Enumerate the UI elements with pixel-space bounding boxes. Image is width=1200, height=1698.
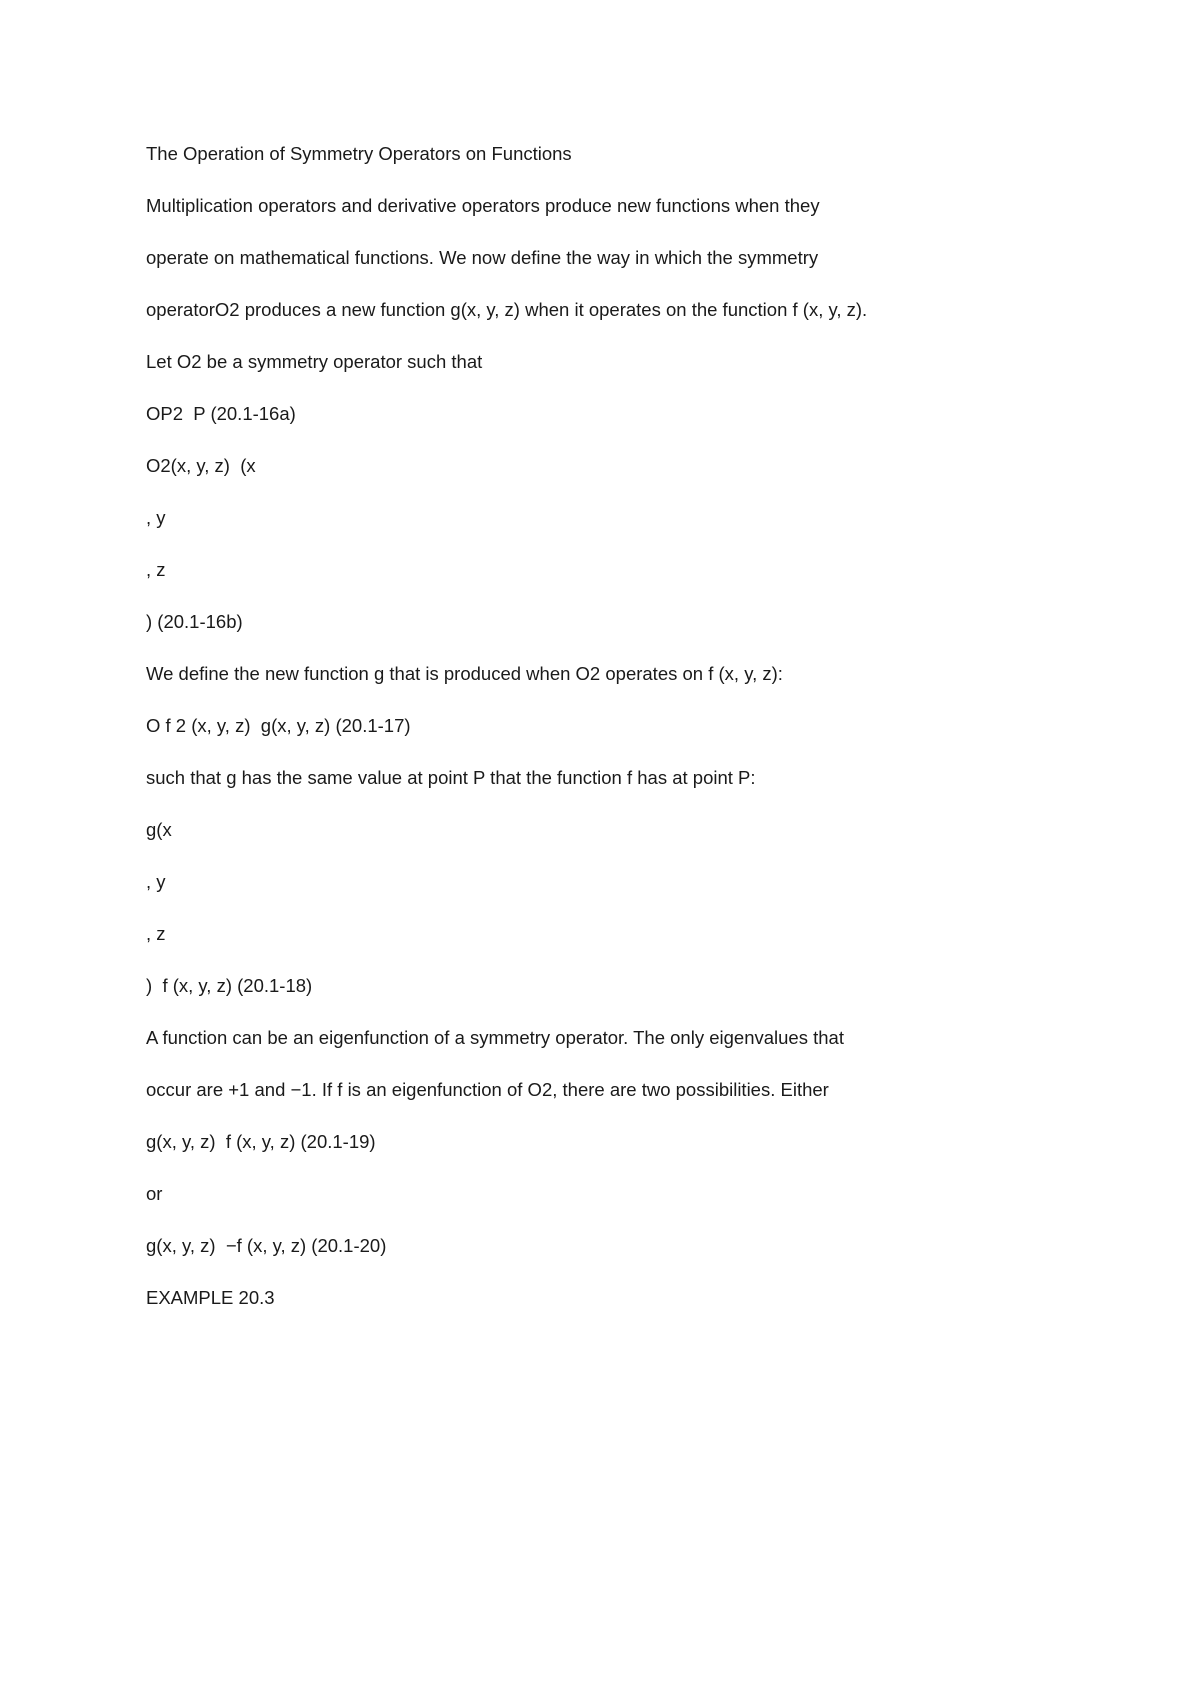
- paragraph-line: such that g has the same value at point P that the function f has at point P:: [146, 767, 756, 788]
- paragraph-line: A function can be an eigenfunction of a symmetry operator. The only eigenvalues that: [146, 1027, 844, 1048]
- paragraph-line: operate on mathematical functions. We now define the way in which the symmetry: [146, 247, 819, 268]
- equation-line: g(x, y, z) −f (x, y, z) (20.1-20): [146, 1235, 387, 1256]
- paragraph-line: operatorO2 produces a new function g(x, y, z) when it operates on the function f (x, y, z).: [146, 299, 868, 320]
- equation-line: , y: [146, 507, 166, 528]
- paragraph-line: or: [146, 1183, 163, 1204]
- paragraph-line: We define the new function g that is produced when O2 operates on f (x, y, z):: [146, 663, 783, 684]
- equation-line: , y: [146, 871, 166, 892]
- equation-line: g(x: [146, 819, 172, 840]
- equation-line: ) (20.1-16b): [146, 611, 243, 632]
- paragraph-line: Multiplication operators and derivative operators produce new functions when they: [146, 195, 820, 216]
- equation-line: OP2 P (20.1-16a): [146, 403, 296, 424]
- equation-line: , z: [146, 559, 166, 580]
- equation-line: O2(x, y, z) (x: [146, 455, 256, 476]
- equation-line: O f 2 (x, y, z) g(x, y, z) (20.1-17): [146, 715, 411, 736]
- equation-line: , z: [146, 923, 166, 944]
- document-title: The Operation of Symmetry Operators on Functions: [146, 143, 572, 164]
- document-body: [146, 144, 1046, 1340]
- paragraph-line: Let O2 be a symmetry operator such that: [146, 351, 483, 372]
- example-heading: EXAMPLE 20.3: [146, 1287, 275, 1308]
- equation-line: ) f (x, y, z) (20.1-18): [146, 975, 313, 996]
- equation-line: g(x, y, z) f (x, y, z) (20.1-19): [146, 1131, 376, 1152]
- paragraph-line: occur are +1 and −1. If f is an eigenfunction of O2, there are two possibilities. Either: [146, 1079, 829, 1100]
